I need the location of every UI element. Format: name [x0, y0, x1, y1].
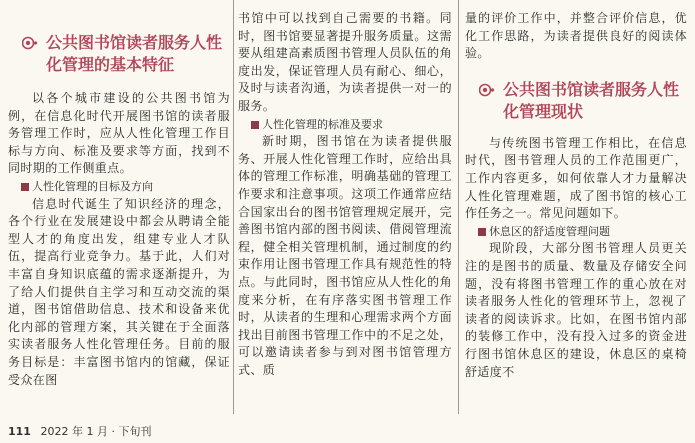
section-heading-current-status — [465, 79, 687, 123]
paragraph: 现阶段，大部分图书管理人员更关注的是图书的质量、数量及存储安全问题，没有将图书管理工作的重心放在对读者服务人性化的管理环节上，忽视了读者的阅读诉求。比如，在图书馆内部的装修工作中，没有投入过多的资金进行图书馆休息区的建设，休息区的桌椅舒适度不 — [465, 241, 687, 379]
subheading-text: 人性化管理的目标及方向 — [32, 179, 153, 193]
heading-text: 公共图书馆读者服务人性化管理的基本特征 — [46, 33, 223, 74]
column-2 — [238, 0, 452, 379]
paragraph: 与传统图书管理工作相比，在信息时代，图书管理人员的工作范围更广，工作内容更多，如何依靠人才力量解决人性化管理难题，成了图书馆的核心工作任务之一。常见问题如下。 — [465, 135, 687, 221]
heading-text: 公共图书馆读者服务人性化管理现状 — [503, 79, 680, 121]
page-number: 111 — [8, 425, 31, 438]
page-footer — [8, 425, 151, 439]
target-circle-icon — [479, 83, 495, 97]
column-divider — [458, 0, 459, 414]
paragraph: 量的评价工作中，并整合评价信息，优化工作思路，为读者提供良好的阅读体验。 — [465, 11, 687, 61]
paragraph: 新时期，图书馆在为读者提供服务、开展人性化管理工作时，应给出具体的管理工作标准，明确基础的管理工作要求和注意事项。这项工作通常应结合国家出台的图书馆管理规定展开，完善图书馆内部的图书阅读、借阅管理流程，健全相关管理机制，通过制度的约束作用让图书管理工作具有规范性的特点。与此同时，图书馆应从人性化的角度来分析，在有序落实图书管理工作时，从读者的生理和心理需求两个方面找出目前图书管理工作中的不足之处，可以邀请读者参与到对图书馆管理方式、质 — [238, 134, 452, 377]
column-1 — [8, 0, 230, 389]
section-heading-basic-features — [8, 32, 230, 76]
paragraph: 书馆中可以找到自己需要的书籍。同时，图书馆要显著提升服务质量。这需要从组建高素质图书管理人员队伍的角度出发，保证管理人员有耐心、细心，及时与读者沟通，为读者提供一对一的服务。 — [238, 11, 452, 113]
subheading-rest-area — [465, 223, 687, 241]
subheading-text: 休息区的舒适度管理问题 — [489, 224, 610, 238]
square-bullet-icon — [251, 121, 259, 129]
column-3 — [465, 0, 687, 381]
target-circle-icon — [22, 36, 38, 50]
subheading-goals — [8, 178, 230, 196]
column-divider — [233, 0, 234, 414]
square-bullet-icon — [478, 228, 486, 236]
square-bullet-icon — [21, 183, 29, 191]
subheading-standards — [238, 116, 452, 134]
subheading-text: 人性化管理的标准及要求 — [262, 117, 383, 131]
paragraph: 以各个城市建设的公共图书馆为例，在信息化时代开展图书馆的读者服务管理工作时，应从人性化管理工作目标与方向、标准及要求等方面，找到不同时期的工作侧重点。 — [8, 91, 230, 176]
paragraph: 信息时代诞生了知识经济的理念，各个行业在发展建设中都会从聘请全能型人才的角度出发，组建专业人才队伍，提高行业竞争力。基于此，人们对丰富自身知识底蕴的需求逐渐提升，为了给人们提供自主学习和互动交流的渠道，图书馆借助信息、技术和设备来优化内部的管理方案，其关键在于全面落实读者服务人性化管理任务。目前的服务目标是：丰富图书馆内的馆藏，保证受众在图 — [8, 196, 230, 387]
issue-label: 2022 年 1 月 · 下旬刊 — [40, 425, 152, 438]
